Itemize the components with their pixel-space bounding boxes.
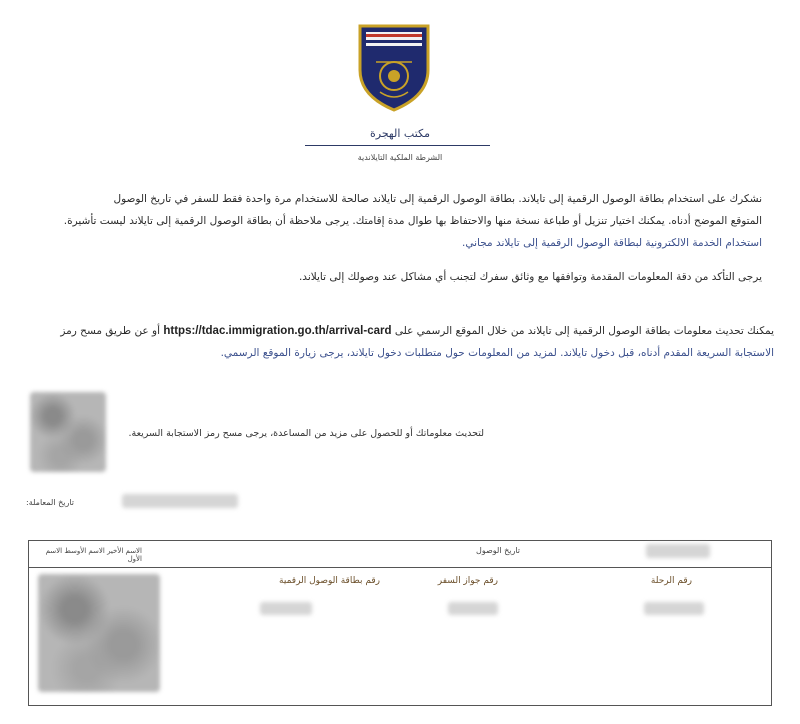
passport-number-value (448, 602, 498, 615)
transaction-date-label: تاريخ المعاملة: (26, 498, 74, 507)
arrival-date-label: تاريخ الوصول (476, 546, 520, 555)
full-name-header: الاسم الأخير الاسم الأوسط الاسم الأول (45, 547, 142, 563)
flight-number-label: رقم الرحلة (650, 576, 692, 586)
intro-paragraph (18, 188, 762, 254)
transaction-date-value (122, 494, 238, 508)
immigration-bureau-emblem (356, 22, 432, 112)
arrival-card-number-label: رقم بطاقة الوصول الرقمية (279, 576, 380, 586)
passport-number-label: رقم جواز السفر (437, 576, 498, 586)
intro-line-2: المتوقع الموضح أدناه. يمكنك اختيار تنزيل أو طباعة نسخة منها والاحتفاظ بها طوال مدة إقامتك. يرجى ملاحظة أن بطاقة الوصول الرقمية إلى تايلاند ليست تأشيرة. (63, 215, 762, 227)
office-name: مكتب الهجرة (370, 127, 430, 140)
header-divider (305, 145, 490, 146)
update-paragraph (18, 320, 774, 364)
arrival-card-number-value (260, 602, 312, 615)
update-line-1 (18, 320, 774, 342)
intro-line-1: نشكرك على استخدام بطاقة الوصول الرقمية إلى تايلاند. بطاقة الوصول الرقمية إلى تايلاند صالحة للاستخدام مرة واحدة فقط للسفر في تاريخ الوصول (113, 193, 762, 205)
arrival-card-url[interactable]: https://tdac.immigration.go.th/arrival-card (163, 325, 392, 337)
update-prefix: يمكنك تحديث معلومات بطاقة الوصول الرقمية إلى تايلاند من خلال الموقع الرسمي على (394, 325, 774, 337)
qr-note: لتحديث معلوماتك أو للحصول على مزيد من المساعدة، يرجى مسح رمز الاستجابة السريعة. (128, 428, 484, 439)
details-divider (29, 567, 771, 568)
flight-number-value (644, 602, 704, 615)
arrival-card-qr-code (38, 574, 160, 692)
update-qr-code[interactable] (30, 392, 106, 472)
arrival-date-value (646, 544, 710, 558)
police-name: الشرطة الملكية التايلاندية (357, 153, 443, 162)
update-line-2: الاستجابة السريعة المقدم أدناه، قبل دخول تايلاند. لمزيد من المعلومات حول متطلبات دخول تايلاند، يرجى زيارة الموقع الرسمي. (220, 347, 774, 359)
free-service-note: استخدام الخدمة الالكترونية لبطاقة الوصول الرقمية إلى تايلاند مجاني. (462, 237, 762, 249)
accuracy-note: يرجى التأكد من دقة المعلومات المقدمة وتوافقها مع وثائق سفرك لتجنب أي مشاكل عند وصولك إلى تايلاند. (298, 271, 762, 283)
update-suffix: أو عن طريق مسح رمز (60, 325, 161, 337)
